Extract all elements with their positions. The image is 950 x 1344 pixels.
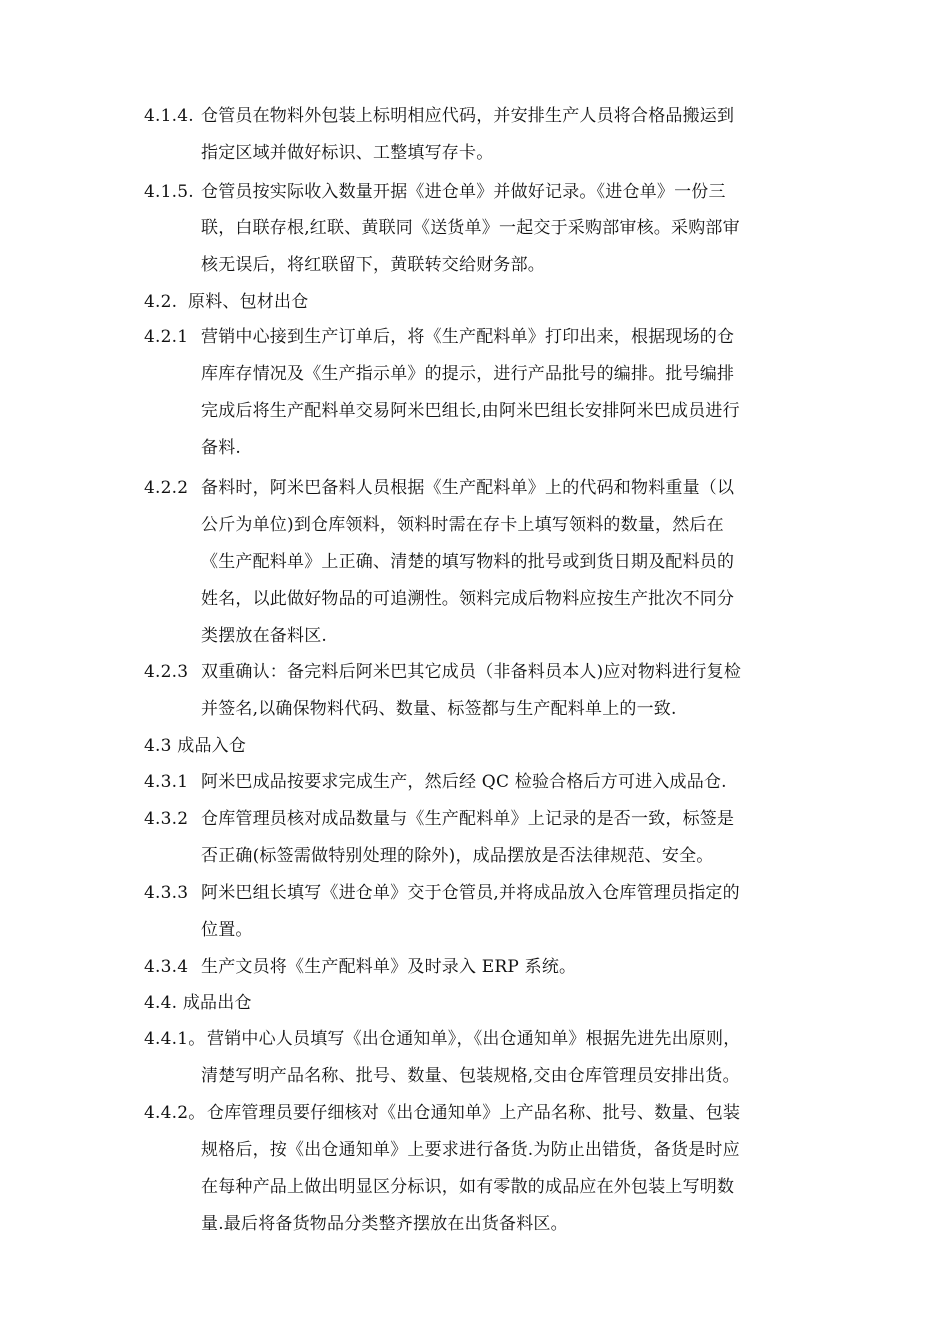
section-number: 4.4.1。 [144,1029,206,1049]
paragraph-line: 否正确(标签需做特别处理的除外)，成品摆放是否法律规范、安全。 [201,846,714,866]
paragraph-line: 指定区域并做好标识、工整填写存卡。 [201,143,494,163]
paragraph-line: 备料时，阿米巴备料人员根据《生产配料单》上的代码和物料重量（以 [201,478,735,498]
paragraph-line: 位置。 [201,920,253,940]
section-heading: 原料、包材出仓 [188,292,309,312]
paragraph-line: 清楚写明产品名称、批号、数量、包装规格,交由仓库管理员安排出货。 [201,1066,740,1086]
paragraph-line: 仓管员按实际收入数量开据《进仓单》并做好记录。《进仓单》一份三 [201,182,726,202]
section-heading: 4.3 成品入仓 [144,736,247,756]
section-number: 4.2. [144,292,178,312]
paragraph-line: 仓管员在物料外包装上标明相应代码，并安排生产人员将合格品搬运到 [201,106,735,126]
paragraph-line: 量.最后将备货物品分类整齐摆放在出货备料区。 [201,1214,568,1234]
section-number: 4.3.1 [144,772,189,792]
section-number: 4.3.4 [144,957,189,977]
paragraph-line: 双重确认：备完料后阿米巴其它成员（非备料员本人)应对物料进行复检 [201,662,742,682]
paragraph-line: 联，白联存根,红联、黄联同《送货单》一起交于采购部审核。采购部审 [201,218,740,238]
paragraph-line: 营销中心接到生产订单后，将《生产配料单》打印出来，根据现场的仓 [201,327,735,347]
section-heading: 4.4. 成品出仓 [144,993,252,1013]
paragraph-line: 备料. [201,438,242,458]
paragraph-line: 《生产配料单》上正确、清楚的填写物料的批号或到货日期及配料员的 [201,552,735,572]
section-number: 4.4.2。 [144,1103,206,1123]
paragraph-line: 阿米巴成品按要求完成生产，然后经 QC 检验合格后方可进入成品仓. [201,772,727,792]
paragraph-line: 在每种产品上做出明显区分标识，如有零散的成品应在外包装上写明数 [201,1177,735,1197]
section-number: 4.2.3 [144,662,189,682]
paragraph-line: 仓库管理员要仔细核对《出仓通知单》上产品名称、批号、数量、包装 [207,1103,741,1123]
paragraph-line: 阿米巴组长填写《进仓单》交于仓管员,并将成品放入仓库管理员指定的 [201,883,740,903]
section-number: 4.3.3 [144,883,189,903]
paragraph-line: 库库存情况及《生产指示单》的提示，进行产品批号的编排。批号编排 [201,364,735,384]
section-number: 4.1.4. [144,106,194,126]
paragraph-line: 姓名，以此做好物品的可追溯性。领料完成后物料应按生产批次不同分 [201,589,735,609]
paragraph-line: 规格后，按《出仓通知单》上要求进行备货.为防止出错货，备货是时应 [201,1140,740,1160]
paragraph-line: 核无误后，将红联留下，黄联转交给财务部。 [201,255,545,275]
section-number: 4.1.5. [144,182,194,202]
paragraph-line: 营销中心人员填写《出仓通知单》，《出仓通知单》根据先进先出原则， [207,1029,741,1049]
paragraph-line: 公斤为单位)到仓库领料，领料时需在存卡上填写领料的数量，然后在 [201,515,724,535]
section-number: 4.3.2 [144,809,189,829]
paragraph-line: 并签名,以确保物料代码、数量、标签都与生产配料单上的一致. [201,699,677,719]
section-number: 4.2.1 [144,327,189,347]
paragraph-line: 完成后将生产配料单交易阿米巴组长,由阿米巴组长安排阿米巴成员进行 [201,401,740,421]
paragraph-line: 仓库管理员核对成品数量与《生产配料单》上记录的是否一致，标签是 [201,809,735,829]
section-number: 4.2.2 [144,478,189,498]
paragraph-line: 生产文员将《生产配料单》及时录入 ERP 系统。 [201,957,577,977]
paragraph-line: 类摆放在备料区. [201,626,328,646]
